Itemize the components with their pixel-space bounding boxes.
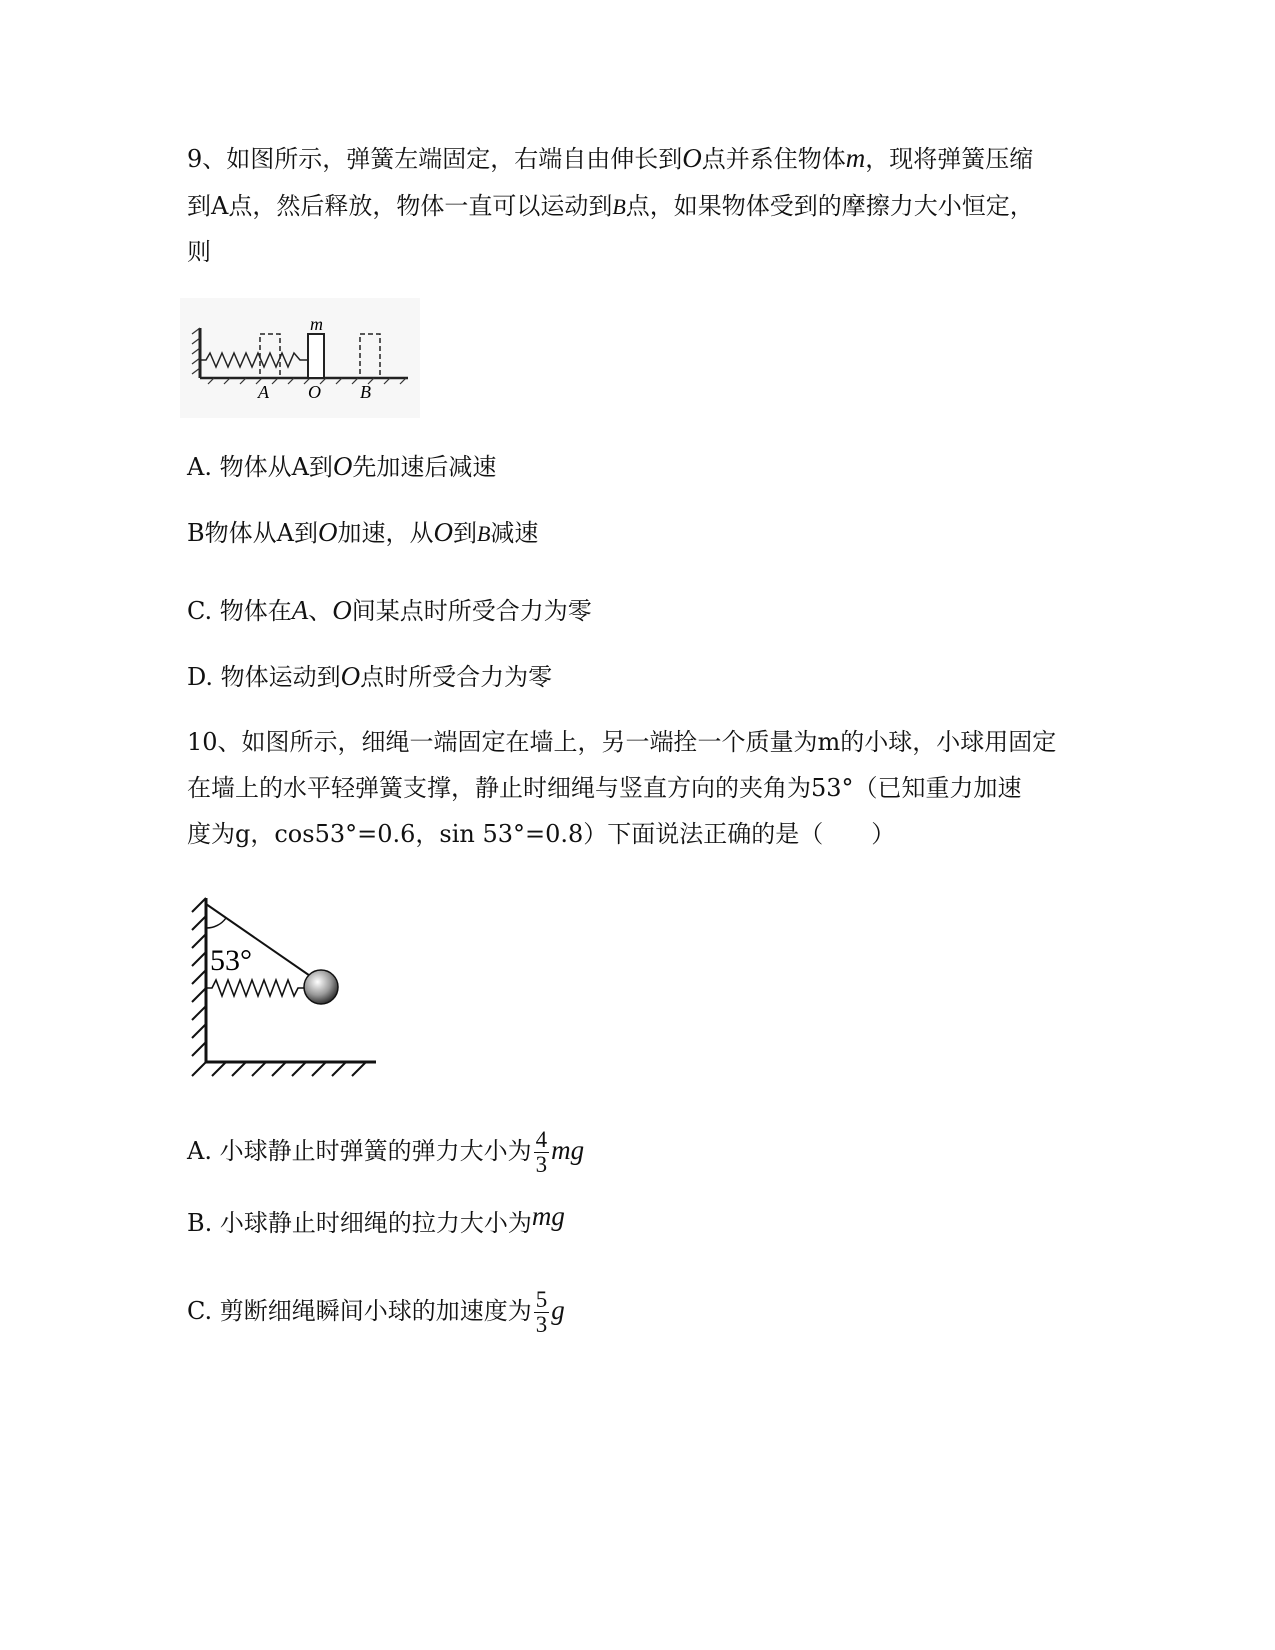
wall-hatch <box>192 898 206 1056</box>
block-m <box>308 334 324 378</box>
q9-option-c: C. 物体在A、O间某点时所受合力为零 <box>187 595 592 625</box>
q9-stem-line-1: 9、如图所示，弹簧左端固定，右端自由伸长到O点并系住物体m，现将弹簧压缩 <box>187 143 1034 173</box>
q10-option-c: C. 剪断细绳瞬间小球的加速度为 $\frac{5}{3}$ g <box>187 1287 565 1337</box>
q10-stem-line-3: 度为g，cos53°=0.6，sin 53°=0.8）下面说法正确的是（ ） <box>187 820 896 848</box>
q9-stem-line-2: 到A点，然后释放，物体一直可以运动到B点，如果物体受到的摩擦力大小恒定， <box>187 192 1034 220</box>
label-A: A <box>258 382 269 402</box>
q10-stem-line-2: 在墙上的水平轻弹簧支撑，静止时细绳与竖直方向的夹角为53°（已知重力加速 <box>187 774 1022 802</box>
q9-option-a: A. 物体从A到O先加速后减速 <box>187 451 497 481</box>
ball <box>304 970 338 1004</box>
label-O: O <box>308 382 321 402</box>
angle-label: 53° <box>210 944 252 977</box>
q10-stem-line-1: 10、如图所示，细绳一端固定在墙上，另一端拴一个质量为m的小球，小球用固定 <box>187 728 1057 756</box>
q10-option-b: B. 小球静止时细绳的拉力大小为mg <box>187 1201 565 1237</box>
q10-ball-figure <box>180 888 390 1088</box>
ground-hatch <box>192 1062 366 1076</box>
spring <box>206 980 306 996</box>
q9-stem-line-3: 则 <box>187 238 211 266</box>
angle-arc <box>206 918 226 928</box>
fraction-4-3: $\frac{4}{3}$ <box>535 1127 548 1177</box>
label-m: m <box>310 314 323 334</box>
figure-background <box>180 298 420 418</box>
q9-option-d: D. 物体运动到O点时所受合力为零 <box>187 661 553 691</box>
q9-spring-figure <box>180 298 420 418</box>
label-B: B <box>360 382 371 402</box>
q9-option-b: B物体从A到O加速，从O到B减速 <box>187 517 539 547</box>
fraction-5-3: $\frac{5}{3}$ <box>535 1287 548 1337</box>
q10-option-a: A. 小球静止时弹簧的弹力大小为 $\frac{4}{3}$ mg <box>187 1127 585 1177</box>
